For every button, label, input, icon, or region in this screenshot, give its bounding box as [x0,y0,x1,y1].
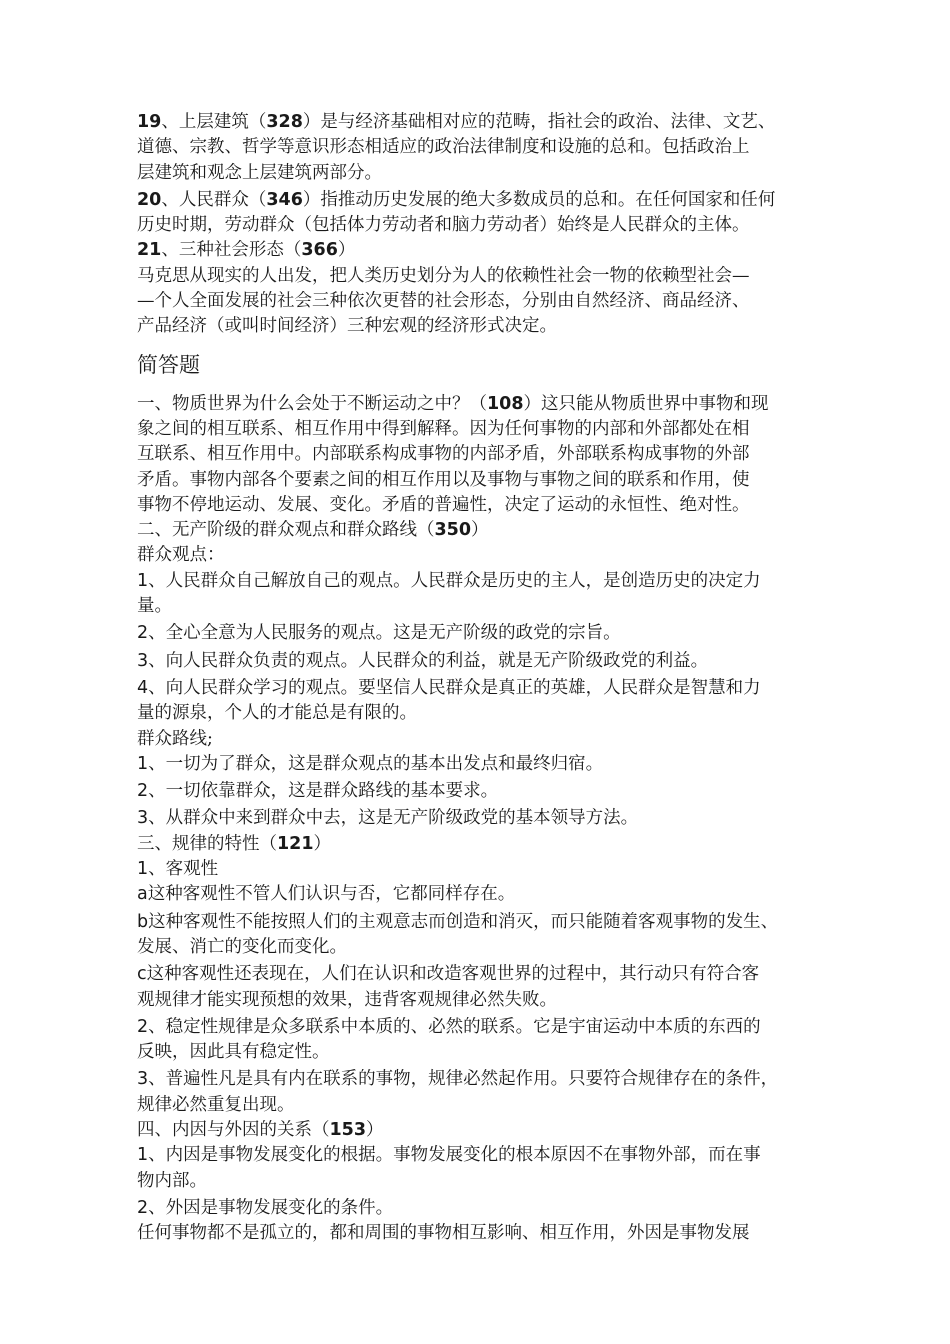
text-line: 量的源泉，个人的才能总是有限的。 [137,703,417,724]
text-line: 任何事物都不是孤立的，都和周围的事物相互影响、相互作用，外因是事物发展 [137,1223,750,1244]
list-item: 1、客观性 [137,859,219,880]
question-3 [137,832,838,1118]
list-item: 2、外因是事物发展变化的条件。 [137,1197,394,1218]
page-ref: 153 [329,1119,367,1140]
sub-item-b: b这种客观性不能按照人们的主观意志而创造和消灭，而只能随着客观事物的发生、 [137,911,779,932]
list-item: 3、向人民群众负责的观点。人民群众的利益，就是无产阶级政党的利益。 [137,650,709,671]
text-line: 发展、消亡的变化而变化。 [137,936,347,957]
page-ref: 108 [487,393,524,414]
list-item: 2、稳定性规律是众多联系中本质的、必然的联系。它是宇宙运动中本质的东西的 [137,1016,761,1037]
sub-item-c: c这种客观性还表现在，人们在认识和改造客观世界的过程中，其行动只有符合客 [137,964,760,985]
list-item: 1、内因是事物发展变化的根据。事物发展变化的根本原因不在事物外部，而在事 [137,1145,761,1166]
text-line: 规律必然重复出现。 [137,1094,295,1115]
page-ref: 328 [266,112,303,132]
text-line: 历史时期，劳动群众（包括体力劳动者和脑力劳动者）始终是人民群众的主体。 [137,215,750,236]
text-line: 物内部。 [137,1170,207,1191]
list-item: 3、从群众中来到群众中去，这是无产阶级政党的基本领导方法。 [137,808,639,829]
text-line: 产品经济（或叫时间经济）三种宏观的经济形式决定。 [137,316,557,337]
text-line: 象之间的相互联系、相互作用中得到解释。因为任何事物的内部和外部都处在相 [137,418,750,439]
page-ref: 121 [277,833,314,854]
text-line: 互联系、相互作用中。内部联系构成事物的内部矛盾，外部联系构成事物的外部 [137,444,750,465]
item-number: 21 [137,240,162,261]
question-1: 一、物质世界为什么会处于不断运动之中？（108）这只能从物质世界中事物和现 象之间的相互联系、相互作用中得到解释。因为任何事物的内部和外部都处在相 互联系、相互作用中。内部联系构成事物的内部矛盾，外部联系构成事物的外部 矛盾。事物内部各个要素之间的相互作用以及事物与事物之间的联系和作用，使 事物不停地运动、发展、变化。矛盾的普遍性，决定了运动的永恒性、绝对性。 [137,392,838,518]
definition-19: 19、上层建筑（328）是与经济基础相对应的范畴，指社会的政治、法律、文艺、 道德、宗教、哲学等意识形态相适应的政治法律制度和设施的总和。包括政治上 层建筑和观念上层建筑两部分。 [137,110,838,186]
list-item: 3、普遍性凡是具有内在联系的事物，规律必然起作用。只要符合规律存在的条件， [137,1069,779,1090]
list-item: 2、一切依靠群众，这是群众路线的基本要求。 [137,781,499,802]
item-number: 20 [137,189,162,210]
text-line: 矛盾。事物内部各个要素之间的相互作用以及事物与事物之间的联系和作用，使 [137,469,750,490]
list-item: 1、一切为了群众，这是群众观点的基本出发点和最终归宿。 [137,753,604,774]
item-number: 19 [137,112,162,132]
question-4 [137,1118,838,1246]
question-2 [137,518,838,832]
question-title: 三、规律的特性（121） [137,833,332,854]
text-line: 马克思从现实的人出发，把人类历史划分为人的依赖性社会一物的依赖型社会— [137,265,750,286]
sub-item-a: a这种客观性不管人们认识与否，它都同样存在。 [137,884,516,905]
subsection-label: 群众路线; [137,728,213,749]
page-ref: 366 [301,240,338,261]
text-line: 反映，因此具有稳定性。 [137,1042,330,1063]
definition-21: 21、三种社会形态（366） 马克思从现实的人出发，把人类历史划分为人的依赖性社会一物的依赖型社会— —个人全面发展的社会三种依次更替的社会形态，分别由自然经济、商品经济、 产品经济（或叫时间经济）三种宏观的经济形式决定。 [137,238,838,339]
list-item: 2、全心全意为人民服务的观点。这是无产阶级的政党的宗旨。 [137,623,621,644]
list-item: 1、人民群众自己解放自己的观点。人民群众是历史的主人，是创造历史的决定力 [137,570,761,591]
question-title: 四、内因与外因的关系（153） [137,1119,384,1140]
page-ref: 346 [266,189,303,210]
page-ref: 350 [434,520,472,541]
text-line: 层建筑和观念上层建筑两部分。 [137,162,382,183]
definition-20: 20、人民群众（346）指推动历史发展的绝大多数成员的总和。在任何国家和任何 历史时期，劳动群众（包括体力劳动者和脑力劳动者）始终是人民群众的主体。 [137,188,838,239]
text-line: 道德、宗教、哲学等意识形态相适应的政治法律制度和设施的总和。包括政治上 [137,137,750,158]
question-title: 二、无产阶级的群众观点和群众路线（350） [137,520,489,541]
text-line: 观规律才能实现预想的效果，违背客观规律必然失败。 [137,989,557,1010]
section-heading: 简答题 [137,352,200,377]
list-item: 4、向人民群众学习的观点。要坚信人民群众是真正的英雄，人民群众是智慧和力 [137,677,761,698]
text-line: —个人全面发展的社会三种依次更替的社会形态，分别由自然经济、商品经济、 [137,291,750,312]
subsection-label: 群众观点： [137,545,225,566]
text-line: 事物不停地运动、发展、变化。矛盾的普遍性，决定了运动的永恒性、绝对性。 [137,494,750,515]
text-line: 量。 [137,596,172,617]
